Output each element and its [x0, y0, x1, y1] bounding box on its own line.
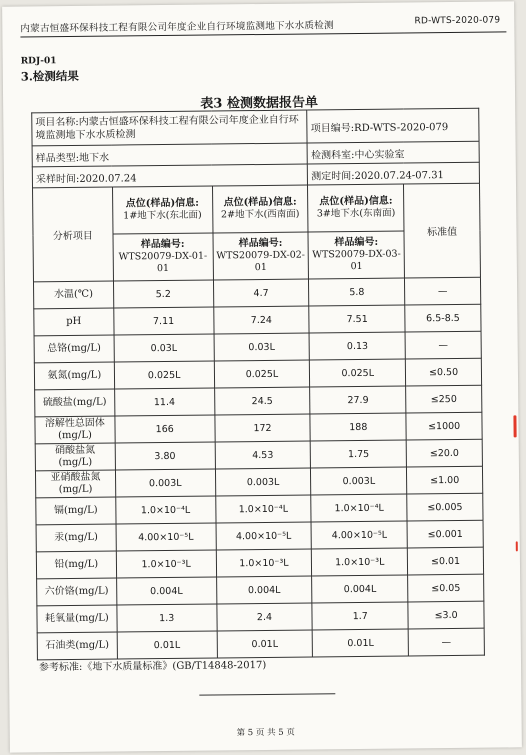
value-point-2: 24.5: [214, 387, 310, 415]
value-point-2: 0.025L: [214, 360, 310, 388]
standard-value: ≤250: [406, 385, 482, 413]
value-point-3: 0.13: [309, 332, 405, 360]
standard-value: ≤3.0: [408, 601, 484, 629]
value-point-2: 0.01L: [217, 630, 313, 658]
value-point-2: 0.03L: [214, 333, 310, 361]
value-point-1: 7.11: [114, 307, 214, 335]
standard-value: ≤0.01: [407, 547, 483, 575]
param-name: 硫酸盐(mg/L): [35, 389, 115, 417]
doc-code: RDJ-01: [20, 56, 57, 67]
page-header: [20, 15, 501, 35]
value-point-3: 0.025L: [310, 359, 406, 387]
value-point-1: 0.01L: [117, 631, 217, 659]
value-point-1: 0.003L: [115, 469, 215, 497]
org-title: 内蒙古恒盛环保科技工程有限公司年度企业自行环境监测地下水水质检测: [20, 20, 334, 35]
value-point-2: 4.53: [215, 441, 311, 469]
value-point-1: 11.4: [114, 388, 214, 416]
value-point-3: 1.0×10⁻³L: [312, 548, 408, 576]
value-point-3: 7.51: [309, 305, 405, 333]
value-point-3: 0.004L: [312, 575, 408, 603]
point-3-info: 点位(样品)信息: 3#地下水(东南面): [308, 184, 404, 232]
value-point-2: 7.24: [213, 306, 309, 334]
value-point-1: 1.3: [117, 604, 217, 632]
value-point-1: 1.0×10⁻³L: [116, 550, 216, 578]
param-name: 氨氮(mg/L): [34, 362, 114, 390]
project-name-cell: 项目名称:内蒙古恒盛环保科技工程有限公司年度企业自行环境监测地下水水质检测: [32, 110, 308, 146]
value-point-3: 27.9: [310, 386, 406, 414]
param-name: 六价铬(mg/L): [37, 578, 117, 606]
standard-value: ≤0.05: [408, 574, 484, 602]
standard-value: ≤1000: [406, 412, 482, 440]
value-point-1: 4.00×10⁻⁵L: [116, 523, 216, 551]
standard-value: ≤0.001: [407, 520, 483, 548]
page-number: 第 5 页 共 5 页: [236, 727, 295, 739]
standard-value: 6.5-8.5: [405, 304, 481, 332]
value-point-3: 1.7: [312, 602, 408, 630]
value-point-1: 3.80: [115, 442, 215, 470]
value-point-2: 0.004L: [216, 576, 312, 604]
standard-value: —: [405, 277, 481, 305]
document-page: [2, 1, 522, 752]
value-point-3: 5.8: [309, 278, 405, 306]
value-point-2: 4.7: [213, 279, 309, 307]
param-name: 水温(℃): [33, 281, 113, 309]
param-name: 耗氧量(mg/L): [37, 605, 117, 633]
value-point-2: 0.003L: [215, 468, 311, 496]
value-point-2: 2.4: [216, 603, 312, 631]
param-name: 硝酸盐氮(mg/L): [35, 443, 115, 471]
lab-cell: 检测科室:中心实验室: [307, 141, 479, 164]
results-table: [31, 108, 485, 661]
point-1-sample-no: 样品编号: WTS20079-DX-01-01: [113, 233, 213, 281]
point-info-row: [33, 183, 480, 235]
red-ink-mark: [513, 415, 516, 437]
red-ink-mark-small: [516, 541, 518, 551]
param-name: 汞(mg/L): [36, 524, 116, 552]
value-point-2: 172: [214, 414, 310, 442]
value-point-1: 0.03L: [114, 334, 214, 362]
point-3-sample-no: 样品编号: WTS20079-DX-03-01: [308, 231, 404, 279]
param-name: 铅(mg/L): [36, 551, 116, 579]
sampling-time-cell: 采样时间:2020.07.24: [32, 164, 308, 188]
param-name: 总铬(mg/L): [34, 335, 114, 363]
standard-value: ≤1.00: [407, 466, 483, 494]
item-header: 分析项目: [33, 187, 114, 282]
standard-value: —: [405, 331, 481, 359]
value-point-3: 4.00×10⁻⁵L: [311, 521, 407, 549]
value-point-3: 1.75: [311, 440, 407, 468]
sample-type-cell: 样品类型:地下水: [32, 143, 308, 167]
value-point-1: 0.004L: [116, 577, 216, 605]
value-point-3: 188: [310, 413, 406, 441]
value-point-2: 1.0×10⁻³L: [216, 549, 312, 577]
param-name: pH: [34, 308, 114, 336]
table-title: 表3 检测数据报告单: [200, 95, 318, 112]
standard-value: ≤0.50: [405, 358, 481, 386]
param-name: 亚硝酸盐氮(mg/L): [35, 470, 115, 498]
signature-line: [199, 693, 335, 695]
standard-value: —: [408, 628, 484, 656]
param-name: 石油类(mg/L): [37, 632, 117, 660]
project-no-cell: 项目编号:RD-WTS-2020-079: [307, 108, 479, 143]
value-point-3: 0.01L: [313, 629, 409, 657]
reference-standard: 参考标准:《地下水质量标准》(GB/T14848-2017): [38, 659, 267, 674]
point-2-sample-no: 样品编号: WTS20079-DX-02-01: [213, 232, 309, 280]
section-title: 3.检测结果: [20, 68, 79, 84]
value-point-2: 1.0×10⁻⁴L: [215, 495, 311, 523]
project-row: [32, 108, 479, 146]
value-point-1: 166: [115, 415, 215, 443]
param-name: 镉(mg/L): [36, 497, 116, 525]
value-point-3: 1.0×10⁻⁴L: [311, 494, 407, 522]
param-name: 溶解性总固体(mg/L): [35, 416, 115, 444]
point-2-info: 点位(样品)信息: 2#地下水(西南面): [212, 185, 308, 233]
value-point-1: 0.025L: [114, 361, 214, 389]
value-point-3: 0.003L: [311, 467, 407, 495]
test-time-cell: 测定时间:2020.07.24-07.31: [308, 162, 480, 185]
value-point-1: 1.0×10⁻⁴L: [116, 496, 216, 524]
value-point-1: 5.2: [113, 280, 213, 308]
point-1-info: 点位(样品)信息: 1#地下水(东北面): [112, 186, 212, 234]
value-point-2: 4.00×10⁻⁵L: [216, 522, 312, 550]
report-number: RD-WTS-2020-079: [414, 15, 501, 27]
standard-value: ≤0.005: [407, 493, 483, 521]
standard-header: 标准值: [404, 183, 481, 278]
standard-value: ≤20.0: [406, 439, 482, 467]
